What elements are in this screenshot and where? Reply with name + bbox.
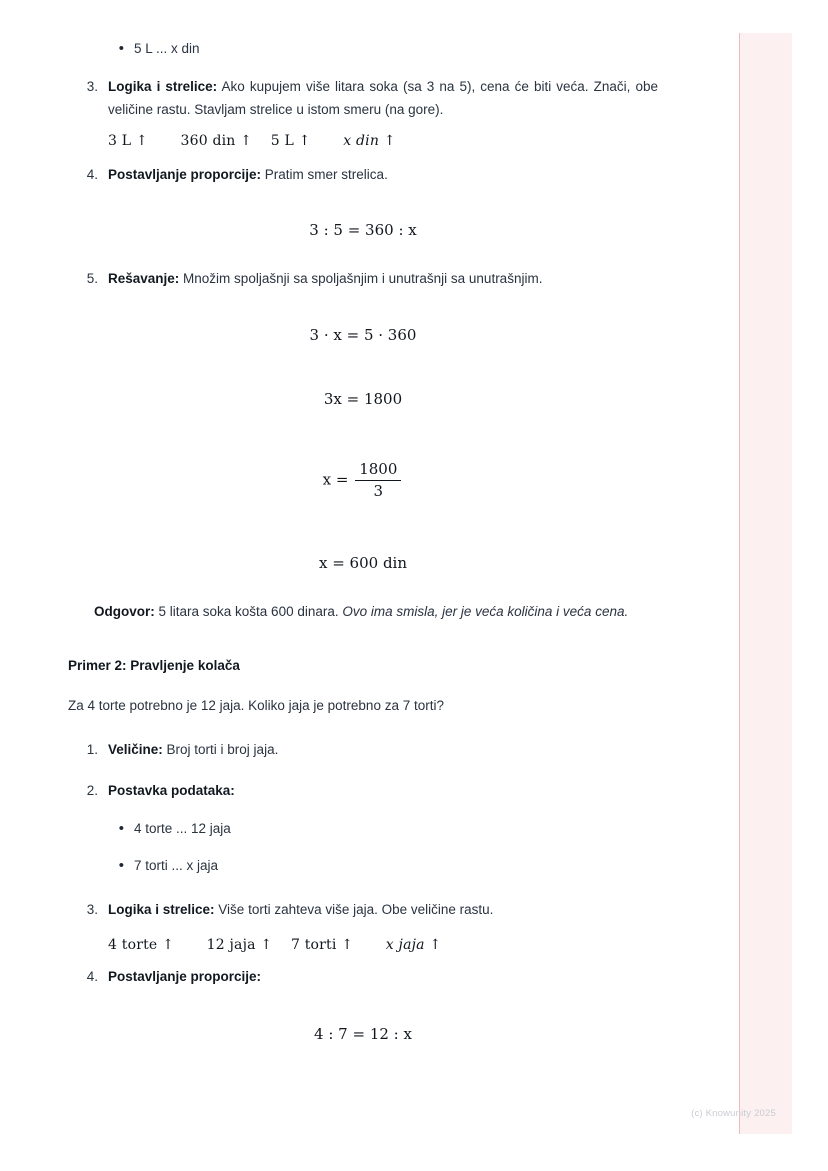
list-item-text: 7 torti ... x jaja: [134, 858, 219, 874]
bullet-icon: •: [118, 857, 124, 875]
equation-solve-2: 3x = 1800: [323, 389, 403, 408]
list-marker: 4.: [86, 969, 98, 985]
section-heading-example-2: Primer 2: Pravljenje kolača: [68, 657, 240, 673]
equation-proportion-2: 4 : 7 = 12 : x: [314, 1024, 412, 1043]
equation-solve-1: 3 · x = 5 · 360: [309, 325, 417, 344]
example-2-intro: Za 4 torte potrebno je 12 jaja. Koliko jaja je potrebno za 7 torti?: [68, 697, 444, 713]
list-item: [68, 965, 658, 988]
list-marker: 4.: [86, 167, 98, 183]
answer-note: Ovo ima smisla, jer je veća količina i veća cena.: [342, 604, 629, 620]
step-text: Množim spoljašnji sa spoljašnjim i unutrašnji sa unutrašnjim.: [179, 270, 543, 286]
list-item-text: [108, 738, 658, 761]
step-text: Više torti zahteva više jaja. Obe veličine rastu.: [214, 902, 494, 918]
step-text: Ako kupujem više litara soka (sa 3 na 5), cena će biti veća. Znači, obe veličine rastu. Stavljam strelice u istom smeru (na gore).: [108, 78, 658, 118]
bullet-icon: •: [118, 820, 124, 838]
step-label: Rešavanje:: [108, 270, 180, 286]
list-item: [68, 163, 658, 186]
answer-label: Odgovor:: [94, 604, 155, 620]
arrow-item-d: x jaja ↑: [385, 937, 442, 954]
list-item: [68, 779, 658, 802]
list-marker: 3.: [86, 902, 98, 918]
arrow-item-c: 5 L ↑: [270, 133, 311, 150]
arrow-item-d: x din ↑: [343, 133, 396, 150]
list-item-text: 4 torte ... 12 jaja: [134, 821, 231, 837]
list-item: [98, 818, 658, 841]
arrow-item-a: 4 torte ↑: [108, 937, 174, 954]
arrow-item-b: 360 din ↑: [180, 133, 253, 150]
list-item-text: [108, 898, 658, 921]
arrow-item-c: 7 torti ↑: [290, 937, 354, 954]
list-marker: 2.: [86, 783, 98, 799]
list-marker: 3.: [86, 78, 98, 94]
list-item: [98, 855, 658, 878]
step-label: Postavljanje proporcije:: [108, 167, 262, 183]
decorative-side-band: [739, 33, 792, 1134]
equation-proportion-1: 3 : 5 = 360 : x: [309, 220, 417, 239]
list-item: [68, 898, 658, 921]
copyright-footer: (c) Knowunity 2025: [691, 1108, 776, 1119]
list-item-text: [108, 779, 658, 802]
list-item-text: [108, 163, 658, 186]
step-label: Logika i strelice:: [108, 78, 218, 94]
step-text: Broj torti i broj jaja.: [162, 741, 279, 757]
bullet-icon: •: [118, 40, 124, 57]
step-text: Pratim smer strelica.: [261, 167, 388, 183]
fraction-lhs: x =: [322, 470, 349, 489]
fraction-numerator: 1800: [355, 460, 401, 481]
step-label: Logika i strelice:: [108, 902, 215, 918]
list-marker: 1.: [86, 741, 98, 757]
arrows-line-1: [108, 133, 658, 149]
step-label: Postavljanje proporcije:: [108, 969, 262, 985]
fraction: [355, 460, 401, 501]
arrow-item-a: 3 L ↑: [108, 133, 148, 150]
list-item: [68, 738, 658, 761]
list-item-text: 5 L ... x din: [134, 41, 200, 56]
arrows-line-2: [108, 937, 658, 953]
step-label: Postavka podataka:: [108, 783, 235, 799]
list-marker: 5.: [86, 270, 98, 286]
arrow-item-b: 12 jaja ↑: [206, 937, 273, 954]
document-content: [68, 30, 658, 1071]
answer-text: 5 litara soka košta 600 dinara.: [154, 604, 343, 620]
fraction-denominator: 3: [373, 481, 384, 500]
list-item: [68, 267, 658, 290]
list-item-text: [108, 75, 658, 121]
list-item-text: [108, 267, 658, 290]
answer-block: [94, 600, 658, 624]
equation-result: x = 600 din: [318, 554, 408, 573]
list-item: [68, 75, 658, 121]
step-label: Veličine:: [108, 741, 163, 757]
equation-fraction: [68, 460, 658, 501]
list-item: [98, 38, 658, 61]
list-item-text: [108, 965, 658, 988]
